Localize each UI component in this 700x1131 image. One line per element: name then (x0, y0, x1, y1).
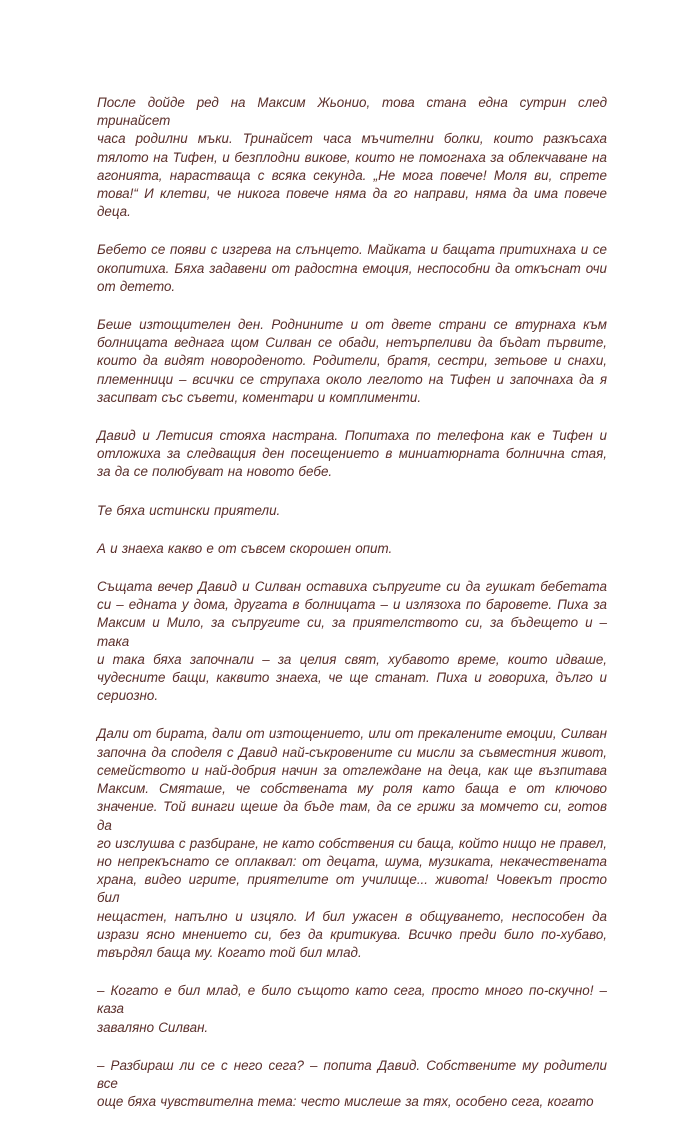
text-line: нещастен, напълно и изцяло. И бил ужасен в общуването, неспособен да (97, 908, 607, 924)
text-line: но непрекъснато се оплаквал: от децата, шума, музиката, некачествената (97, 853, 607, 869)
text-line: Максим. Смяташе, че собствената му роля като баща е от ключово (97, 781, 607, 797)
text-line: от детето. (97, 278, 176, 294)
paragraph (97, 316, 607, 407)
paragraph (97, 540, 607, 558)
text-line: храна, видео игрите, приятелите от училище... живота! Човекът просто бил (97, 872, 607, 906)
paragraph (97, 502, 607, 520)
paragraph (97, 578, 607, 705)
text-line: сериозно. (97, 688, 159, 704)
paragraph (97, 982, 607, 1037)
text-line: – Когато е бил млад, е било същото като сега, просто много по-скучно! – каза (97, 983, 607, 1017)
document-body (97, 94, 607, 1131)
text-line: окопитиха. Бяха задавени от радостна емоция, неспособни да откъснат очи (97, 260, 607, 276)
text-line: значение. Той винаги щеше да бъде там, да се грижи за момчето си, готов да (97, 799, 607, 833)
text-line: си – едната у дома, другата в болницата – и излязоха по баровете. Пиха за (97, 597, 607, 613)
text-line: семейството и най-добрия начин за отглеждане на деца, как ще възпитава (97, 762, 607, 778)
text-line: го изслушва с разбиране, не като собствения си баща, който нищо не правел, (97, 835, 607, 851)
text-line: Максим и Мило, за съпругите си, за приятелството си, за бъдещето и – така (97, 615, 607, 649)
text-line: за да се полюбуват на новото бебе. (97, 464, 333, 480)
text-line: часа родилни мъки. Тринайсет часа мъчителни болки, които разкъсаха (97, 131, 607, 147)
text-line: изрази ясно мнението си, без да критикува. Всичко преди било по-хубаво, (97, 926, 607, 942)
text-line: отложиха за следващия ден посещението в миниатюрната болнична стая, (97, 446, 607, 462)
text-line: А и знаеха какво е от съвсем скорошен опит. (97, 540, 393, 556)
text-line: деца. (97, 204, 131, 220)
text-line: твърдял баща му. Когато той бил млад. (97, 944, 362, 960)
paragraph (97, 241, 607, 296)
text-line: тялото на Тифен, и безплодни викове, които не помогнаха за облекчаване на (97, 149, 607, 165)
paragraph (97, 427, 607, 482)
text-line: чудесните бащи, каквито знаеха, че ще станат. Пиха и говориха, дълго и (97, 670, 607, 686)
text-line: – Разбираш ли се с него сега? – попита Давид. Собствените му родители все (97, 1057, 607, 1091)
text-line: заваляно Силван. (97, 1019, 209, 1035)
text-line: Те бяха истински приятели. (97, 502, 281, 518)
text-line: Бебето се появи с изгрева на слънцето. Майката и бащата притихнаха и се (97, 242, 607, 258)
text-line: агонията, нарастваща с всяка секунда. „Не мога повече! Моля ви, спрете (97, 167, 607, 183)
text-line: и така бяха започнали – за целия свят, хубавото време, които идваше, (97, 651, 607, 667)
text-line: започна да споделя с Давид най-съкровените си мисли за съвместния живот, (97, 744, 607, 760)
paragraph (97, 1057, 607, 1112)
text-line: После дойде ред на Максим Жьонио, това стана една сутрин след тринайсет (97, 95, 607, 129)
text-line: болницата веднага щом Силван се обади, нетърпеливи да бъдат първите, (97, 335, 607, 351)
text-line: Дали от бирата, дали от изтощението, или от прекалените емоции, Силван (97, 726, 607, 742)
text-line: засипват със съвети, коментари и комплименти. (97, 389, 422, 405)
text-line: племенници – всички се струпаха около леглото на Тифен и започнаха да я (97, 371, 607, 387)
text-line: Давид и Летисия стояха настрана. Попитаха по телефона как е Тифен и (97, 428, 607, 444)
text-line: Същата вечер Давид и Силван оставиха съпругите си да гушкат бебетата (97, 579, 607, 595)
text-line: още бяха чувствителна тема: често мислеше за тях, особено сега, когато (97, 1094, 594, 1110)
text-line: това!“ И клетви, че никога повече няма да го направи, няма да има повече (97, 186, 607, 202)
text-line: които да видят новороденото. Родители, братя, сестри, зетьове и снахи, (97, 353, 607, 369)
paragraph (97, 94, 607, 221)
paragraph (97, 725, 607, 962)
text-line: Беше изтощителен ден. Роднините и от двете страни се втурнаха към (97, 317, 607, 333)
